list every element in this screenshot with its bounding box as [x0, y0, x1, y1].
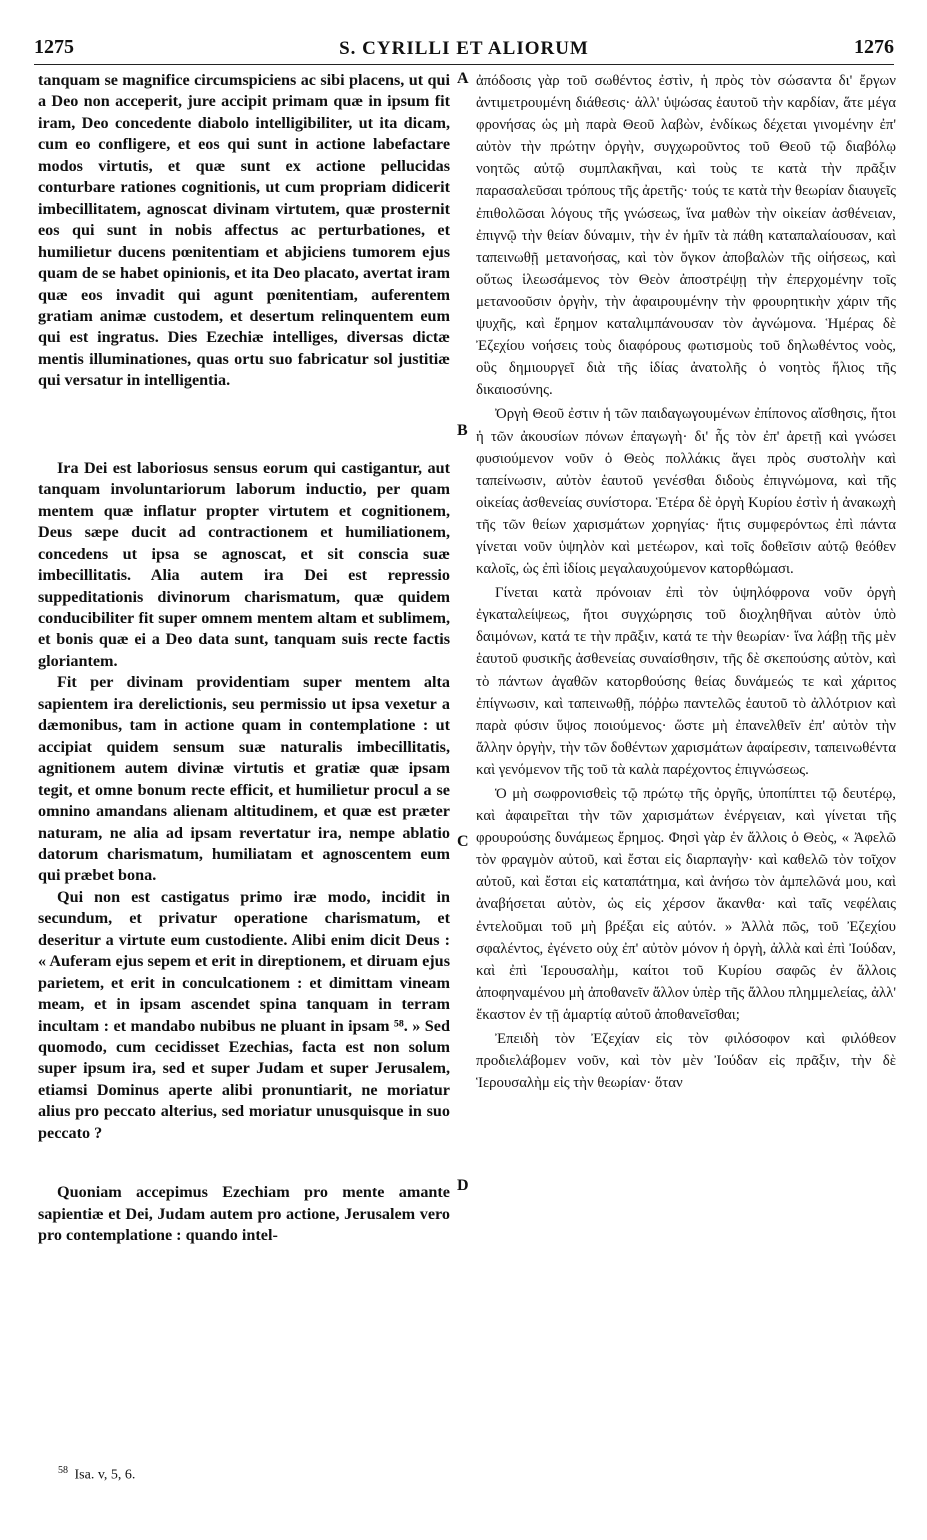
latin-column: [38, 70, 450, 1247]
section-marker-d: D: [457, 1177, 469, 1194]
greek-paragraph: Ὀργὴ Θεοῦ ἐστιν ἡ τῶν παιδαγωγουμένων ἐπίπονος αἴσθησις, ἤτοι ἡ τῶν ἀκουσίων πόνων ἐπαγωγὴ· δι' ἧς τὸν ἐπ' ἀρετῇ καὶ γνώσει φυσιούμενον νοῦν ὁ Θεὸς πολλάκις ἄγει πρὸς συστολὴν καὶ ταπείνωσιν, αὐτὸν ἑαυτοῦ γενέσθαι διδοὺς ἐπιγνώμονα, καὶ τῆς οἰκείας ἀσθενείας συνίστορα. Ἑτέρα δὲ ὀργὴ Κυρίου ἐστὶν ἡ ἀνακωχὴ τῆς τῶν θείων χαρισμάτων χορηγίας· ἥτις συμφερόντως ἐπὶ πάντα γίνεται νοῦν ὑψηλὸν καὶ μετέωρον, καὶ τοῖς δοθεῖσιν αὐτῷ θεόθεν καλοῖς, ὡς ἐπὶ ἰδίοις μεγαλαυχούμενον κατορθώμασι.: [476, 406, 896, 578]
greek-column: [476, 70, 896, 1094]
greek-paragraph: Ὁ μὴ σωφρονισθεὶς τῷ πρώτῳ τῆς ὀργῆς, ὑποπίπτει τῷ δευτέρῳ, καὶ ἀφαιρεῖται τὴν τῶν χαρισμάτων ἐνέργειαν, καὶ γίνεται τῆς φρουρούσης δυνάμεως ἔρημος. Φησὶ γὰρ ἐν ἄλλοις ὁ Θεὸς, « Ἀφελῶ τὸν φραγμὸν αὐτοῦ, καὶ ἔσται εἰς διαρπαγὴν· καὶ καθελῶ τὸν τοῖχον αὐτοῦ, καὶ ἔσται εἰς καταπάτημα, καὶ ἀνήσω τὸν ἀμπελῶνά μου, καὶ ἀναβήσεται αὐτὸν, ὡς εἰς χέρσον ἄκανθα· καὶ ταῖς νεφέλαις ἐντελοῦμαι τοῦ μὴ βρέξαι εἰς αὐτόν. » Ἀλλὰ πῶς, τοῦ Ἐζεχίου σφαλέντος, ἐγένετο οὐχ ἐπ' αὐτὸν μόνον ἡ ὀργὴ, ἀλλὰ καὶ ἐπὶ Ἰούδαν, καὶ ἐπὶ Ἱερουσαλὴμ, καίτοι τοῦ Κυρίου σαφῶς ἐν ἄλλοις ἀποφηναμένου μὴ ἀποθανεῖν ἄλλον ὑπὲρ τῆς ἄλλου πλημμελείας, ἀλλ' ἕκαστον ἐν τῇ ἁμαρτίᾳ αὐτοῦ ἀποθανεῖσθαι;: [476, 786, 896, 1023]
latin-paragraph: tanquam se magnifice circumspiciens ac sibi placens, ut qui a Deo non acceperit, jure accipit primam quæ in ipsum fit iram, Deo concedente diabolo intelligibiliter, ut ita dicam, cum eo confligere, et eos qui sunt in actione labefactare modos virtutis, et quæ sunt ex actione pellucidas conturbare rationes cognitionis, ut cum propriam didicerit imbecillitatem, agnoscat divinam virtutem, quæ prosternit eos qui sunt in nobis affectus ac perturbationes, et humilietur ducens pœnitentiam et abjiciens tumorem ejus quam de se habet opinionis, et ita Deo placato, avertat iram quæ eos invadit qui agunt pœnitentiam, auferentem gratiam animæ custodem, et desertum relinquentem eum qui est ingratus. Dies Ezechiæ intelliges, diversas dictæ mentis illuminationes, quas ortu suo fabricatur sol justitiæ qui versatur in intelligentia.: [38, 71, 450, 390]
section-marker-a: A: [457, 70, 469, 87]
footnote-text: Isa. v, 5, 6.: [74, 1467, 136, 1483]
page-header: [34, 36, 894, 66]
footnote: [58, 1465, 135, 1484]
running-title: S. CYRILLI ET ALIORUM: [339, 38, 589, 59]
section-marker-b: B: [457, 422, 468, 439]
page-number-right: 1276: [854, 36, 894, 58]
section-marker-c: C: [457, 833, 469, 850]
latin-paragraph: Fit per divinam providentiam super mentem alta sapientem ira derelictionis, seu permissio ut ipsa vexetur a dæmonibus, tam in actione quam in contemplatione : ut accipiat quidem sensum suæ naturalis imbecillitatis, agnitionem autem divinæ virtutis et gratiæ quæ ipsam tegit, et omne bonum recte efficit, et humilietur procul a se omnino amandans alienam altitudinem, et quæ est præter naturam, ne alia ad ipsam revertatur ira, nempe ablatio datorum charismatum, humiliatam et agnoscentem eum qui præbet bona.: [38, 673, 450, 885]
latin-paragraph: Qui non est castigatus primo iræ modo, incidit in secundum, et privatur operatione charismatum, et deseritur a virtute eum custodiente. Alibi enim dicit Deus : « Auferam ejus sepem et erit in direptionem, et diruam ejus parietem, et erit in conculcationem : et dimittam vineam meam, et in ipsam ascendet spina tanquam in terram incultam : et mandabo nubibus ne pluant in ipsam ⁵⁸. » Sed quomodo, cum cecidisset Ezechias, facta est non solum super ipsum ira, sed et super Judam et super Jerusalem, etiamsi Dominus aperte alibi pronuntiarit, ne moriatur alius pro peccato alterius, sed moriatur unusquisque in suo peccato ?: [38, 887, 450, 1142]
greek-paragraph: Γίνεται κατὰ πρόνοιαν ἐπὶ τὸν ὑψηλόφρονα νοῦν ὀργὴ ἐγκαταλείψεως, ἤτοι συγχώρησις τοῦ διοχληθῆναι αὐτὸν ὑπὸ δαιμόνων, κατά τε τὴν πρᾶξιν, κατά τε τὴν θεωρίαν· ἵνα λάβῃ τῆς μὲν ἑαυτοῦ φυσικῆς ἀσθενείας συναίσθησιν, τῆς δὲ σκεπούσης αὐτὸν, καὶ τὸ πάντων ἀγαθῶν κατορθούσης θείας δυνάμεώς τε καὶ χάριτος ἐπίγνωσιν, καὶ ταπεινωθῇ, πόῤῥω παντελῶς ἑαυτοῦ τὸ ἀλλότριον καὶ παρὰ φύσιν ὕψος ποιούμενος· ὥστε μὴ ἐπανελθεῖν ἐπ' αὐτὸν τὴν ἄλλην ὀργὴν, τὴν τῶν δοθέντων χαρισμάτων ἀφαίρεσιν, ταπεινωθέντα καὶ γενόμενον τῆς τοῦ τὰ καλὰ παρέχοντος ἐπιγνώσεως.: [476, 585, 896, 778]
page-number-left: 1275: [34, 36, 74, 58]
header-rule: [34, 64, 894, 65]
greek-paragraph: ἀπόδοσις γὰρ τοῦ σωθέντος ἐστὶν, ἡ πρὸς τὸν σώσαντα δι' ἔργων ἀντιμετρουμένη διάθεσις· ἀλλ' ὑψώσας ἑαυτοῦ τὴν καρδίαν, ἅτε μέγα φρονήσας ὡς μὴ παρὰ Θεοῦ λαβὼν, ἐνδίκως δέχεται γινομένην ἐπ' αὐτὸν τὴν πρώτην ὀργὴν, συγχωροῦντος τοῦ Θεοῦ τῷ διαβόλῳ νοητῶς αὐτῷ συμπλακῆναι, καὶ τοὺς τε κατὰ τὴν πρᾶξιν παρασαλεῦσαι τρόπους τῆς ἀρετῆς· τούς τε κατὰ τὴν θεωρίαν διαυγεῖς ἐπιθολῶσαι λόγους τῆς γνώσεως, ἵνα μαθὼν τὴν οἰκείαν ἀσθένειαν, ἐπιγνῷ τὴν θείαν δύναμιν, τὴν ἐν ἡμῖν τὰ πάθη καταπαλαίουσαν, καὶ ταπεινωθῇ μετανοήσας, καὶ τὸν ὄγκον ἀποβαλὼν τῆς οἰήσεως, καὶ οὕτως ἱλεωσάμενος τὸν Θεὸν ἀποστρέψῃ τὴν ἐπερχομένην τοῖς μετανοοῦσιν ὀργὴν, τὴν ἀφαιρουμένην τὴν φρουρητικὴν χάριν τῆς ψυχῆς, καὶ ἔρημον καταλιμπάνουσαν τὸν ἀγνώμονα. Ἡμέρας δὲ Ἐζεχίου νοήσεις τοὺς διαφόρους φωτισμοὺς τοῦ δηλωθέντος νοὸς, οὓς δημιουργεῖ διὰ τῆς ἰδίας ἀνατολῆς ὁ νοητὸς ἥλιος τῆς δικαιοσύνης.: [476, 73, 896, 399]
latin-paragraph: Quoniam accepimus Ezechiam pro mente amante sapientiæ et Dei, Judam autem pro actione, Jerusalem vero pro contemplatione : quando intel-: [38, 1183, 450, 1245]
latin-paragraph: Ira Dei est laboriosus sensus eorum qui castigantur, aut tanquam involuntariorum laborum inductio, per quam mentem quæ inflatur propter virtutem et cognitionem, Deus sæpe ducit ad contractionem et humiliationem, concedens ut ipsa se agnoscat, et sit conscia suæ imbecillitatis. Alia autem ira Dei est repressio suppeditationis divinorum charismatum, quæ quidem conducibiliter fit super omnem mentem altam et sublimem, et bonis quæ ei a Deo data sunt, tanquam suis recte factis gloriantem.: [38, 458, 450, 670]
greek-paragraph: Ἐπειδὴ τὸν Ἐζεχίαν εἰς τὸν φιλόσοφον καὶ φιλόθεον προδιελάβομεν νοῦν, καὶ τὸν μὲν Ἰούδαν εἰς πρᾶξιν, τὴν δὲ Ἱερουσαλὴμ εἰς τὴν θεωρίαν· ὅταν: [476, 1031, 896, 1092]
footnote-mark: 58: [58, 1465, 68, 1476]
